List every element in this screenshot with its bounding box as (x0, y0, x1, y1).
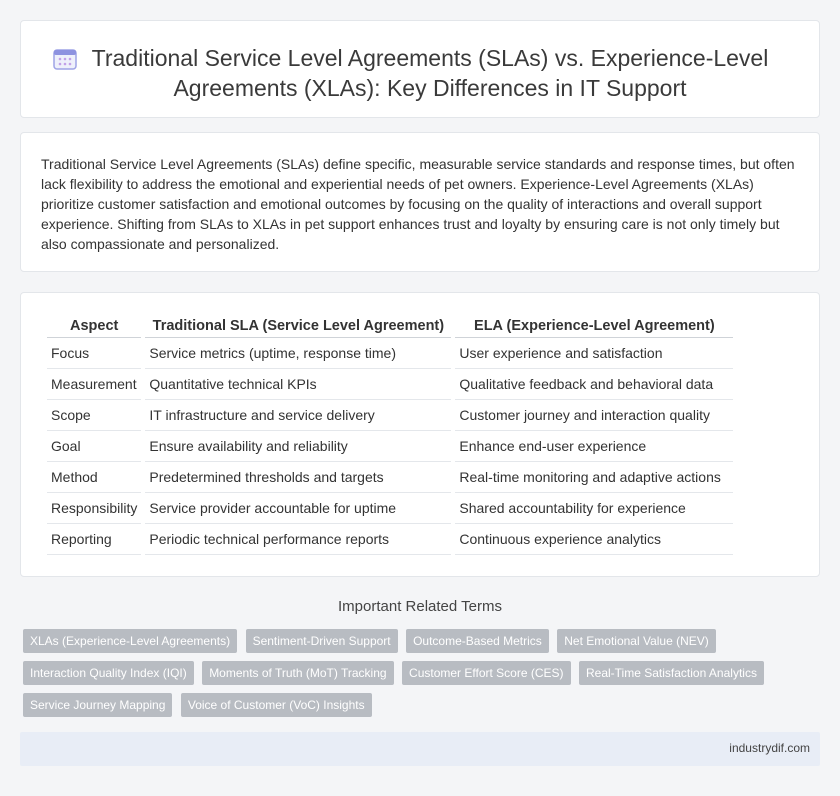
comparison-table (43, 314, 737, 555)
cell-aspect: Method (47, 462, 141, 493)
header-aspect: Aspect (47, 314, 141, 338)
footer-site-link[interactable]: industrydif.com (729, 741, 810, 755)
cell-aspect: Scope (47, 400, 141, 431)
cell-aspect: Focus (47, 338, 141, 369)
cell-sla: Periodic technical performance reports (145, 524, 451, 555)
cell-xla: Continuous experience analytics (455, 524, 733, 555)
cell-sla: Quantitative technical KPIs (145, 369, 451, 400)
related-term-tag[interactable]: Moments of Truth (MoT) Tracking (202, 661, 393, 685)
related-term-tag[interactable]: Real-Time Satisfaction Analytics (579, 661, 764, 685)
title-card (20, 20, 820, 118)
related-term-tag[interactable]: XLAs (Experience-Level Agreements) (23, 629, 237, 653)
cell-aspect: Reporting (47, 524, 141, 555)
related-term-tag[interactable]: Net Emotional Value (NEV) (557, 629, 716, 653)
cell-xla: Real-time monitoring and adaptive actions (455, 462, 733, 493)
related-terms-list (23, 629, 783, 725)
cell-sla: Predetermined thresholds and targets (145, 462, 451, 493)
cell-xla: Enhance end-user experience (455, 431, 733, 462)
cell-aspect: Responsibility (47, 493, 141, 524)
related-term-tag[interactable]: Customer Effort Score (CES) (402, 661, 571, 685)
cell-xla: Shared accountability for experience (455, 493, 733, 524)
cell-aspect: Goal (47, 431, 141, 462)
table-row (47, 338, 733, 369)
cell-xla: User experience and satisfaction (455, 338, 733, 369)
intro-card (20, 132, 820, 272)
table-row (47, 431, 733, 462)
footer-bar (20, 732, 820, 766)
cell-sla: Ensure availability and reliability (145, 431, 451, 462)
table-row (47, 493, 733, 524)
table-row (47, 462, 733, 493)
page-title: Traditional Service Level Agreements (SLAs) vs. Experience-Level Agreements (XLAs): Key Differences in IT Support (91, 45, 769, 101)
cell-xla: Qualitative feedback and behavioral data (455, 369, 733, 400)
cell-sla: Service provider accountable for uptime (145, 493, 451, 524)
related-terms-title: Important Related Terms (338, 598, 502, 615)
intro-paragraph: Traditional Service Level Agreements (SLAs) define specific, measurable service standards and response times, but often lack flexibility to address the emotional and experiential needs of pet owners. Experience-Level Agreements (XLAs) prioritize customer satisfaction and emotional outcomes by focusing on the quality of interactions and overall support experience. Shifting from SLAs to XLAs in pet support enhances trust and loyalty by ensuring care is not only timely but also compassionate and personalized. (41, 156, 795, 252)
related-term-tag[interactable]: Service Journey Mapping (23, 693, 172, 717)
cell-sla: Service metrics (uptime, response time) (145, 338, 451, 369)
related-term-tag[interactable]: Outcome-Based Metrics (406, 629, 549, 653)
header-sla: Traditional SLA (Service Level Agreement) (145, 314, 451, 338)
cell-xla: Customer journey and interaction quality (455, 400, 733, 431)
related-term-tag[interactable]: Sentiment-Driven Support (246, 629, 398, 653)
table-row (47, 369, 733, 400)
table-row (47, 400, 733, 431)
cell-aspect: Measurement (47, 369, 141, 400)
cell-sla: IT infrastructure and service delivery (145, 400, 451, 431)
header-xla: ELA (Experience-Level Agreement) (455, 314, 733, 338)
table-row (47, 524, 733, 555)
comparison-card (20, 292, 820, 577)
related-term-tag[interactable]: Voice of Customer (VoC) Insights (181, 693, 372, 717)
table-header-row (47, 314, 733, 338)
related-term-tag[interactable]: Interaction Quality Index (IQI) (23, 661, 194, 685)
